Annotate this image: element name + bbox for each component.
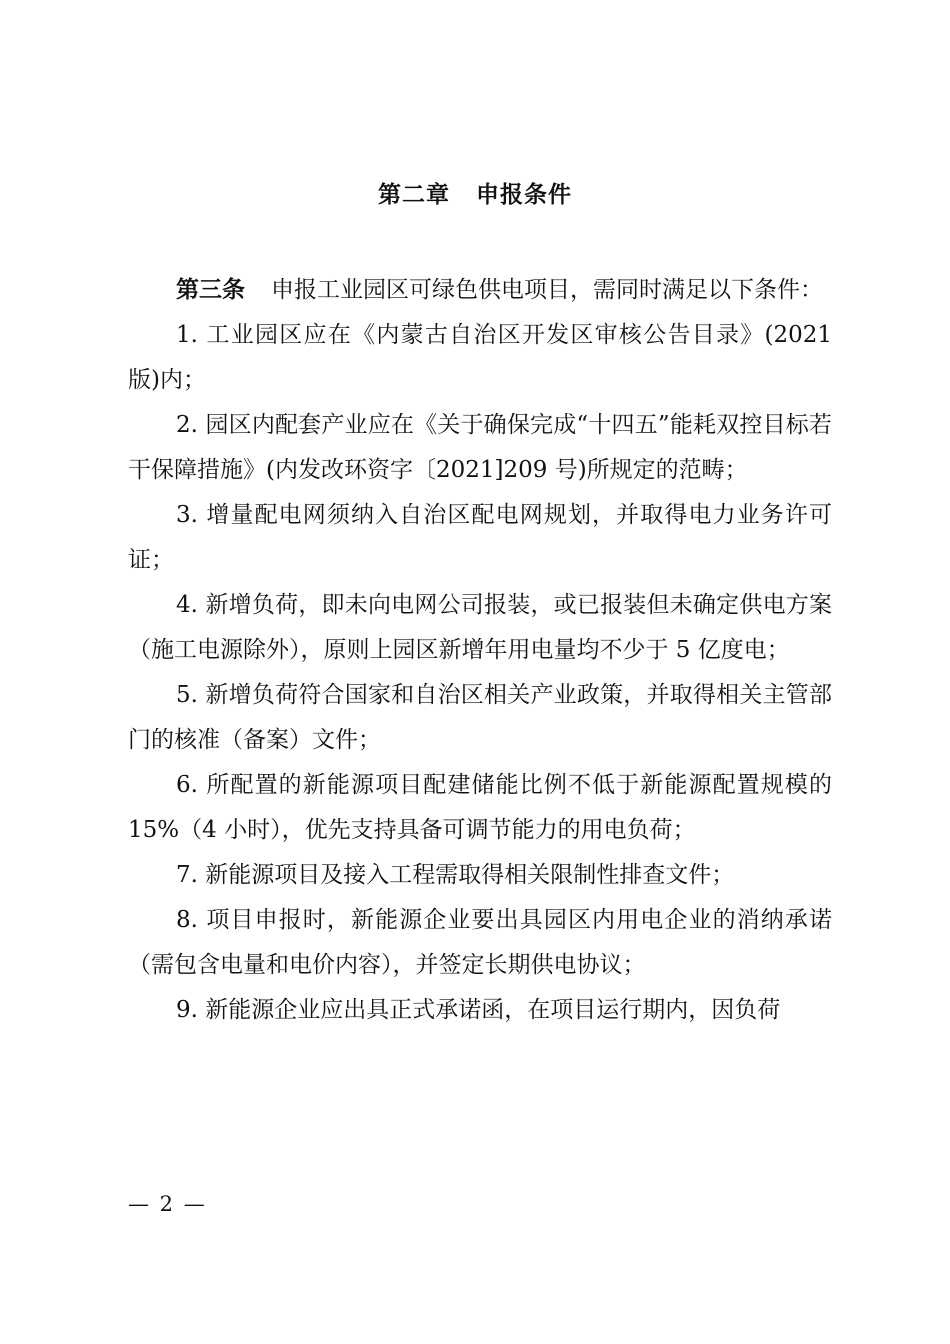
article-intro-text: 申报工业园区可绿色供电项目，需同时满足以下条件： — [271, 277, 823, 303]
condition-item-3: 3. 增量配电网须纳入自治区配电网规划，并取得电力业务许可证； — [128, 502, 832, 573]
chapter-name: 申报条件 — [476, 182, 572, 208]
condition-item-9: 9. 新能源企业应出具正式承诺函，在项目运行期内，因负荷 — [176, 997, 781, 1023]
article-body — [128, 268, 832, 1033]
chapter-title — [0, 176, 950, 209]
condition-item-8: 8. 项目申报时，新能源企业要出具园区内用电企业的消纳承诺（需包含电量和电价内容），并签定长期供电协议； — [128, 907, 832, 978]
condition-item-5: 5. 新增负荷符合国家和自治区相关产业政策，并取得相关主管部门的核准（备案）文件； — [128, 682, 832, 753]
article-intro-paragraph — [128, 268, 832, 313]
page-number: — 2 — — [128, 1192, 207, 1216]
condition-item-7: 7. 新能源项目及接入工程需取得相关限制性排查文件； — [176, 862, 735, 888]
condition-item-4: 4. 新增负荷，即未向电网公司报装，或已报装但未确定供电方案（施工电源除外），原则上园区新增年用电量均不少于 5 亿度电； — [128, 592, 832, 663]
condition-item-2: 2. 园区内配套产业应在《关于确保完成“十四五”能耗双控目标若干保障措施》(内发改环资字〔2021]209 号)所规定的范畴； — [128, 412, 832, 483]
chapter-number: 第二章 — [378, 182, 450, 208]
condition-item-6: 6. 所配置的新能源项目配建储能比例不低于新能源配置规模的 15%（4 小时），优先支持具备可调节能力的用电负荷； — [128, 772, 832, 843]
article-label: 第三条 — [176, 277, 245, 303]
condition-item-1: 1. 工业园区应在《内蒙古自治区开发区审核公告目录》(2021版)内； — [128, 322, 832, 393]
